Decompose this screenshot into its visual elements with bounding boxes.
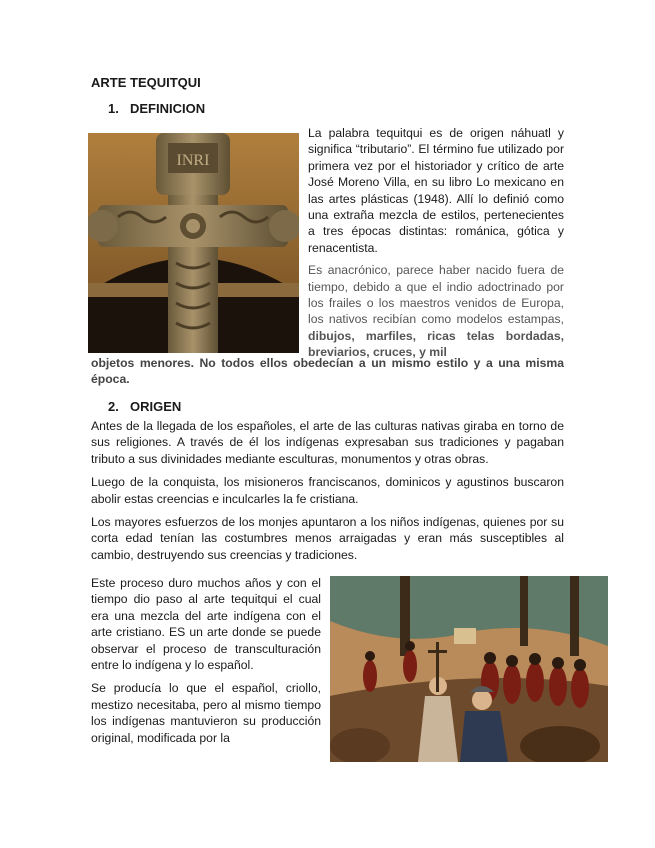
definition-text-column — [308, 125, 564, 361]
definition-paragraph-2-continuation: objetos menores. No todos ellos obedecían a un mismo estilo y a una misma época. — [91, 356, 564, 387]
stone-cross-illustration — [88, 133, 299, 353]
section-heading-definicion — [108, 101, 205, 116]
conquest-mural-photo — [330, 576, 608, 762]
document-title: ARTE TEQUITQUI — [91, 75, 201, 90]
section-number: 2. — [108, 399, 119, 414]
definition-paragraph-2-bold: dibujos, marfiles, ricas telas bordadas, breviarios, cruces, y mil — [308, 328, 564, 360]
section-title: ORIGEN — [130, 399, 182, 414]
definition-paragraph-2 — [308, 262, 564, 360]
definition-paragraph-2-text: Es anacrónico, parece haber nacido fuera de tiempo, debido a que el indio adoctrinado por los frailes o los maestros venidos de Europa, los nativos recibían como modelos estampas, — [308, 263, 564, 327]
origin-paragraph-1: Antes de la llegada de los españoles, el arte de las culturas nativas giraba en torno de sus religiones. A través de él los indígenas expresaban sus tradiciones y pagaban tributo a sus divinidades mediante esculturas, monumentos y otras obras. — [91, 419, 564, 466]
origin-paragraph-3: Los mayores esfuerzos de los monjes apuntaron a los niños indígenas, quienes por su corta edad tenían las costumbres menos arraigadas y eran más susceptibles al cambio, destruyendo sus creencias y tradiciones. — [91, 515, 564, 562]
origin-text-column — [91, 575, 321, 753]
stone-cross-photo — [88, 133, 299, 353]
origin-paragraph-2: Luego de la conquista, los misioneros franciscanos, dominicos y agustinos buscaron abolir estas creencias e inculcarles la fe cristiana. — [91, 475, 564, 506]
section-number: 1. — [108, 101, 119, 116]
origin-paragraph-5: Se producía lo que el español, criollo, mestizo necesitaba, pero al mismo tiempo los indígenas mantuvieron su producción original, modificada por la — [91, 681, 321, 745]
definition-paragraph-1: La palabra tequitqui es de origen náhuatl y significa “tributario”. El término fue utilizado por primera vez por el historiador y crítico de arte José Moreno Villa, en su libro Lo mexicano en las artes plásticas (1948). Allí lo definió como una extraña mezcla de estilos, pertenecientes a tres épocas distintas: románica, gótica y renacentista. — [308, 126, 564, 255]
section-heading-origen — [108, 399, 181, 414]
origin-text-block — [91, 418, 564, 570]
mural-illustration — [330, 576, 608, 762]
origin-paragraph-4: Este proceso duro muchos años y con el tiempo dio paso al arte tequitqui el cual era una mezcla del arte indígena con el arte cristiano. ES un arte donde se puede observar el proceso de transculturación entre lo indígena y lo español. — [91, 576, 321, 673]
section-title: DEFINICION — [130, 101, 206, 116]
svg-text:INRI: INRI — [176, 152, 210, 169]
